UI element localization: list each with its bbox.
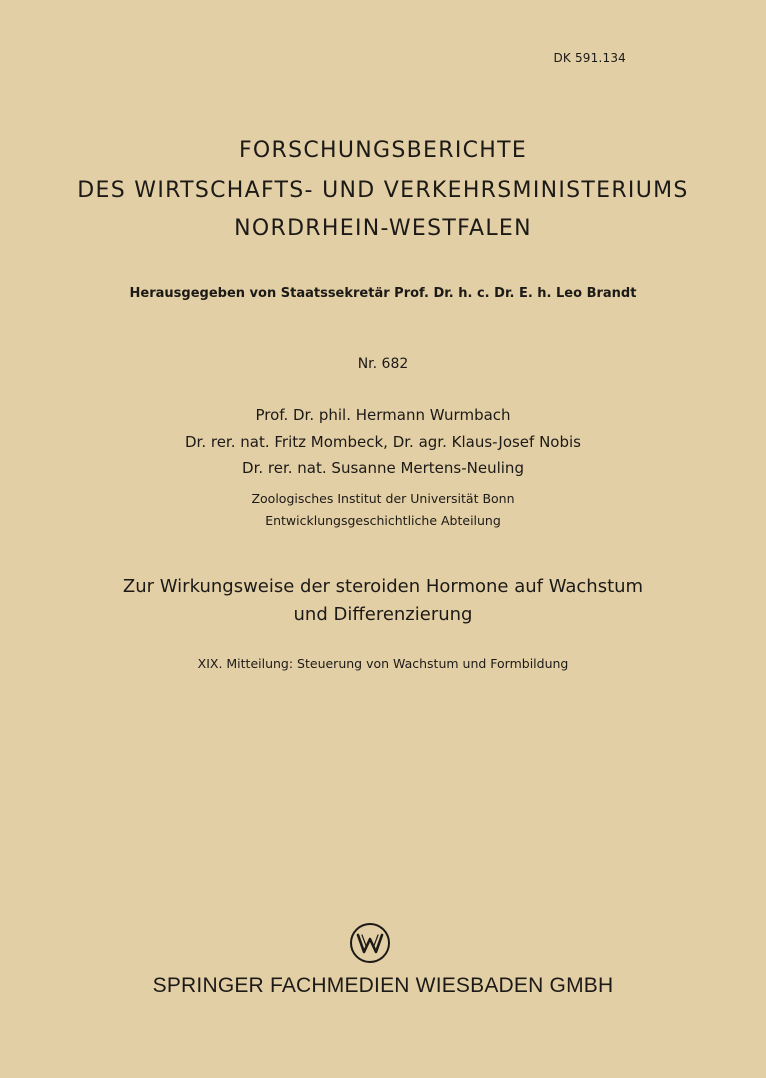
editor-line: Herausgegeben von Staatssekretär Prof. Dr. h. c. Dr. E. h. Leo Brandt	[129, 286, 637, 301]
title-line-1: Zur Wirkungsweise der steroiden Hormone auf Wachstum	[122, 576, 644, 597]
subtitle: XIX. Mitteilung: Steuerung von Wachstum und Formbildung	[197, 656, 569, 671]
author-line-2: Dr. rer. nat. Fritz Mombeck, Dr. agr. Klaus-Josef Nobis	[184, 433, 581, 451]
institution-line-2: Entwicklungsgeschichtliche Abteilung	[265, 513, 501, 528]
series-title-line-1: FORSCHUNGSBERICHTE	[238, 138, 528, 163]
publisher: SPRINGER FACHMEDIEN WIESBADEN GMBH	[152, 974, 614, 997]
author-line-1: Prof. Dr. phil. Hermann Wurmbach	[255, 406, 511, 424]
springer-w-logo-icon	[349, 922, 391, 964]
dk-classification: DK 591.134	[553, 51, 626, 65]
report-number: Nr. 682	[357, 356, 409, 372]
series-title-line-2: DES WIRTSCHAFTS- UND VERKEHRSMINISTERIUMS	[77, 178, 689, 203]
title-line-2: und Differenzierung	[293, 604, 473, 625]
institution-line-1: Zoologisches Institut der Universität Bonn	[251, 491, 515, 506]
author-line-3: Dr. rer. nat. Susanne Mertens-Neuling	[242, 459, 524, 477]
series-title-line-3: NORDRHEIN-WESTFALEN	[234, 216, 532, 241]
